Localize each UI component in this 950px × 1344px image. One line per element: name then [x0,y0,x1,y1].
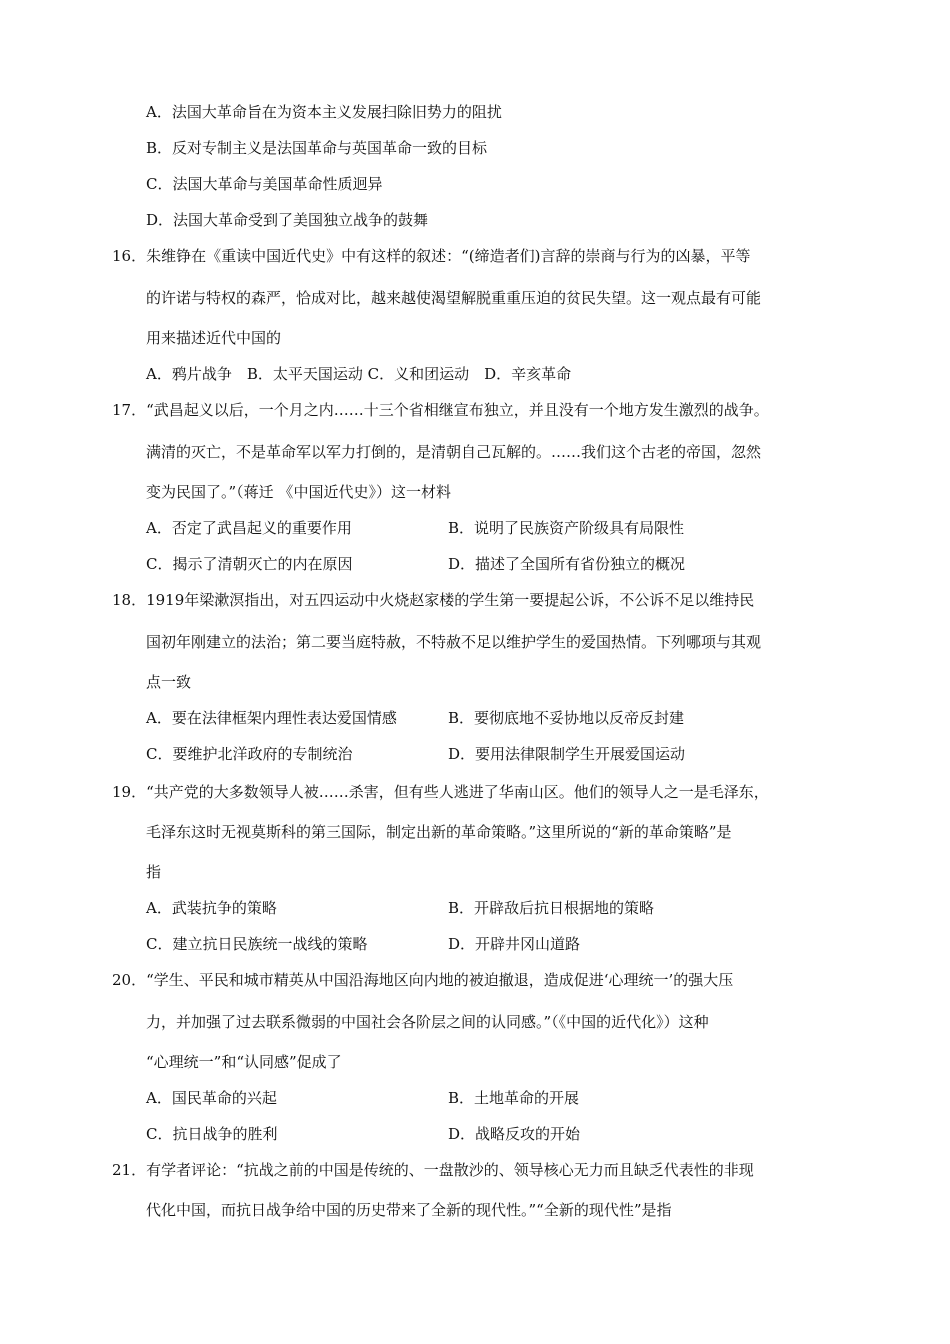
q16-options: A．鸦片战争 B．太平天国运动 C．义和团运动 D．辛亥革命 [146,365,572,383]
q20-stem-line-3: “心理统一”和“认同感”促成了 [146,1053,342,1071]
q18-option-d: D．要用法律限制学生开展爱国运动 [448,745,686,763]
q15-option-c: C．法国大革命与美国革命性质迥异 [146,175,383,193]
q19-stem-line-3: 指 [146,863,162,881]
q20-option-c: C．抗日战争的胜利 [146,1125,278,1143]
q19-option-d: D．开辟井冈山道路 [448,935,581,953]
q18-stem-line-2: 国初年刚建立的法治；第二要当庭特赦，不特赦不足以维护学生的爱国热情。下列哪项与其观 [146,633,762,651]
q18-stem-line-3: 点一致 [146,673,192,691]
q15-option-b: B．反对专制主义是法国革命与英国革命一致的目标 [146,139,488,157]
q19-stem-line-2: 毛泽东这时无视莫斯科的第三国际，制定出新的革命策略。”这里所说的“新的革命策略”是 [146,823,732,841]
q15-option-d: D．法国大革命受到了美国独立战争的鼓舞 [146,211,429,229]
q19-stem-line-1: 19．“共产党的大多数领导人被……杀害，但有些人逃进了华南山区。他们的领导人之一是毛泽东， [112,783,769,801]
q20-stem-line-2: 力，并加强了过去联系微弱的中国社会各阶层之间的认同感。”（《中国的近代化》）这种 [146,1013,709,1031]
q20-stem-line-1: 20．“学生、平民和城市精英从中国沿海地区向内地的被迫撤退，造成促进‘心理统一’的强大压 [112,971,734,989]
q18-option-c: C．要维护北洋政府的专制统治 [146,745,353,763]
q18-option-a: A．要在法律框架内理性表达爱国情感 [146,709,397,727]
q17-option-d: D．描述了全国所有省份独立的概况 [448,555,686,573]
q21-stem-line-2: 代化中国，而抗日战争给中国的历史带来了全新的现代性。”“全新的现代性”是指 [146,1201,672,1219]
q17-stem-line-2: 满清的灭亡，不是革命军以军力打倒的，是清朝自己瓦解的。……我们这个古老的帝国，忽然 [146,443,762,461]
q20-option-d: D．战略反攻的开始 [448,1125,581,1143]
q16-stem-line-3: 用来描述近代中国的 [146,329,282,347]
q17-stem-line-3: 变为民国了。”（蒋迁 《中国近代史》）这一材料 [146,483,451,501]
q19-option-c: C．建立抗日民族统一战线的策略 [146,935,368,953]
q17-stem-line-1: 17．“武昌起义以后，一个月之内……十三个省相继宣布独立，并且没有一个地方发生激烈的战争。 [112,401,769,419]
q20-option-b: B．土地革命的开展 [448,1089,580,1107]
q15-option-a: A．法国大革命旨在为资本主义发展扫除旧势力的阻扰 [146,103,502,121]
q19-option-a: A．武装抗争的策略 [146,899,277,917]
q17-option-a: A．否定了武昌起义的重要作用 [146,519,352,537]
q18-option-b: B．要彻底地不妥协地以反帝反封建 [448,709,685,727]
q16-stem-line-2: 的许诺与特权的森严，恰成对比，越来越使渴望解脱重重压迫的贫民失望。这一观点最有可能 [146,289,762,307]
q17-option-c: C．揭示了清朝灭亡的内在原因 [146,555,353,573]
q18-stem-line-1: 18．1919年梁漱溟指出，对五四运动中火烧赵家楼的学生第一要提起公诉，不公诉不足以维持民 [112,591,755,609]
q20-option-a: A．国民革命的兴起 [146,1089,277,1107]
q21-stem-line-1: 21．有学者评论：“抗战之前的中国是传统的、一盘散沙的、领导核心无力而且缺乏代表性的非现 [112,1161,754,1179]
q17-option-b: B．说明了民族资产阶级具有局限性 [448,519,685,537]
q19-option-b: B．开辟敌后抗日根据地的策略 [448,899,655,917]
q16-stem-line-1: 16．朱维铮在《重读中国近代史》中有这样的叙述：“(缔造者们)言辞的崇商与行为的凶暴，平等 [112,247,751,265]
